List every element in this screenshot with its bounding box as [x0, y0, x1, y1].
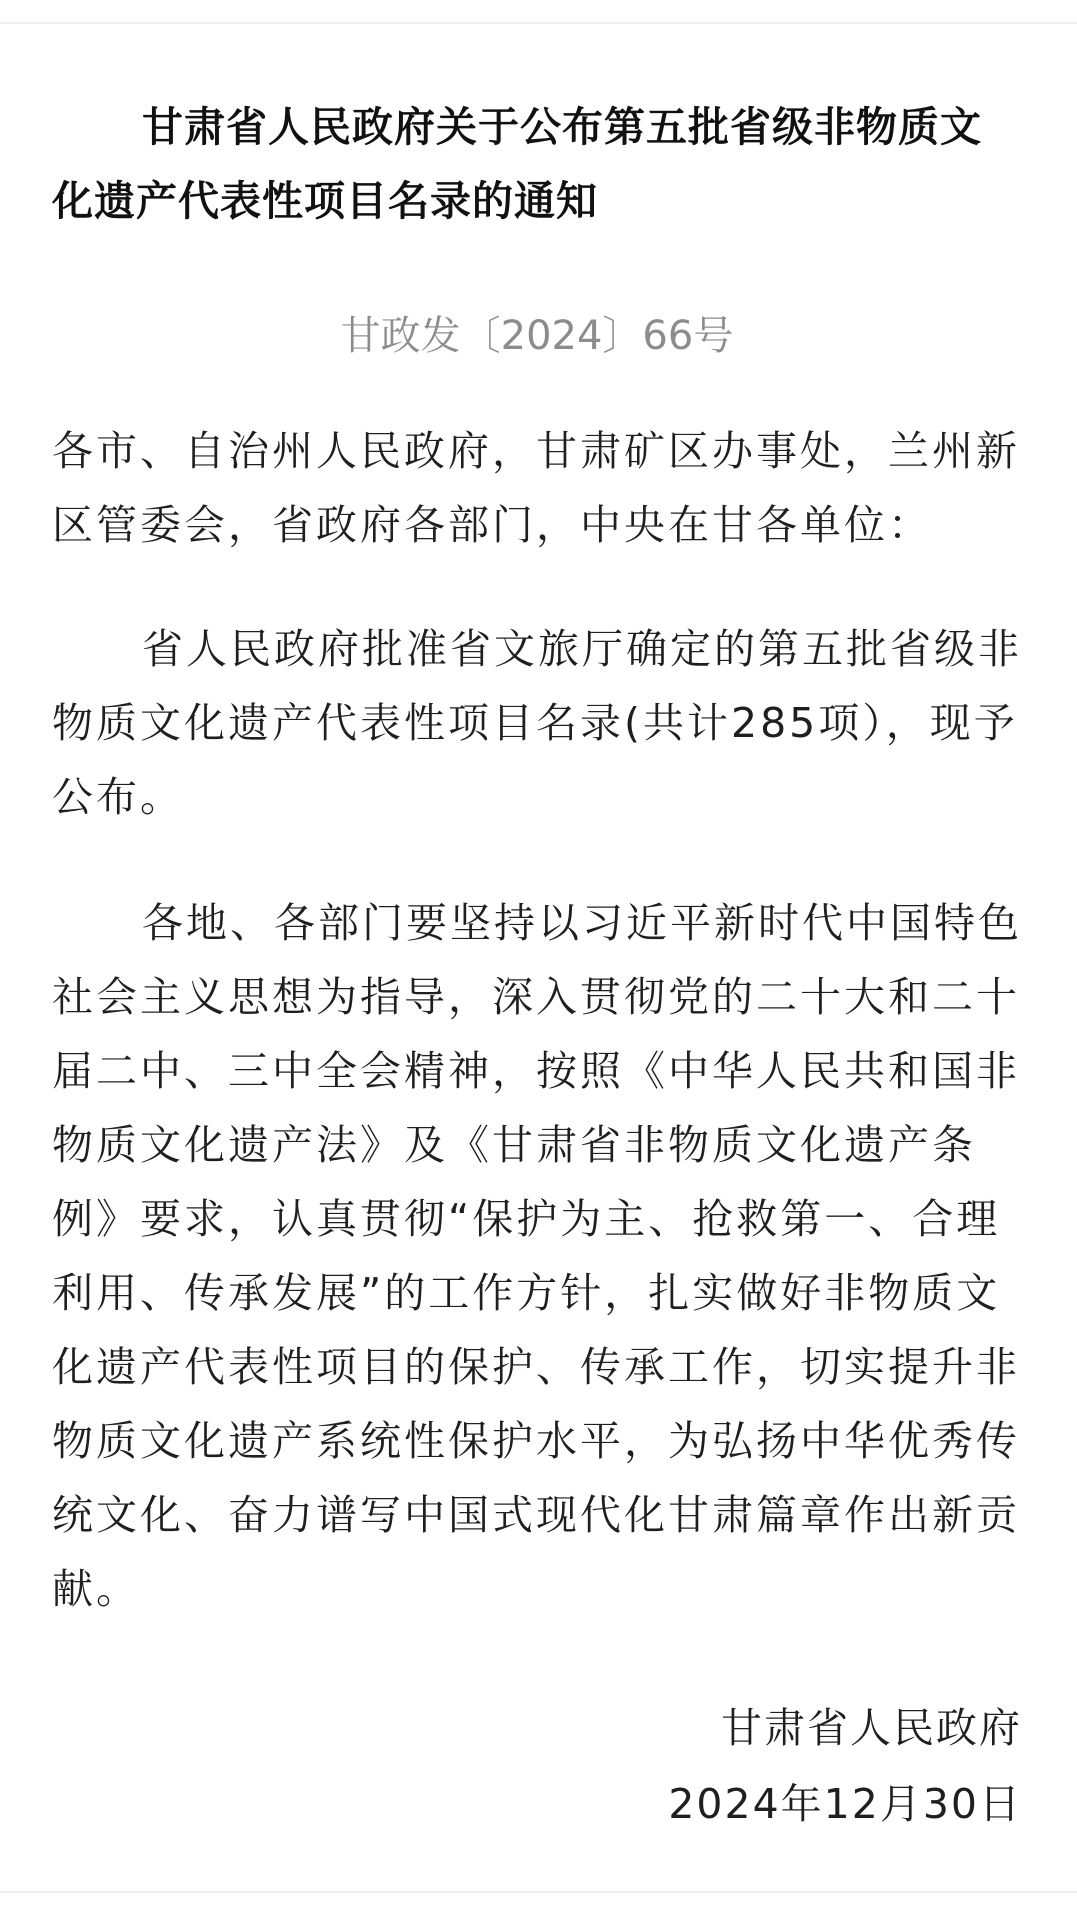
issuer-name: 甘肃省人民政府: [721, 1704, 1022, 1752]
salutation: 各市、自治州人民政府，甘肃矿区办事处，兰州新区管委会，省政府各部门，中央在甘各单位：: [52, 427, 1020, 549]
document-number: 甘政发〔2024〕66号: [340, 313, 734, 359]
body-paragraph-1: 省人民政府批准省文旅厅确定的第五批省级非物质文化遗产代表性项目名录(共计285项），现予公布。: [52, 625, 1022, 821]
issue-date: 2024年12月30日: [668, 1780, 1022, 1828]
document-title: 甘肃省人民政府关于公布第五批省级非物质文化遗产代表性项目名录的通知: [52, 103, 982, 225]
notice-document: [52, 90, 1022, 1842]
signature-block: [52, 1690, 1022, 1842]
bottom-divider: [0, 1891, 1077, 1893]
body-paragraph-2: 各地、各部门要坚持以习近平新时代中国特色社会主义思想为指导，深入贯彻党的二十大和二十届二中、三中全会精神，按照《中华人民共和国非物质文化遗产法》及《甘肃省非物质文化遗产条例》要求，认真贯彻“保护为主、抢救第一、合理利用、传承发展”的工作方针，扎实做好非物质文化遗产代表性项目的保护、传承工作，切实提升非物质文化遗产系统性保护水平，为弘扬中华优秀传统文化、奋力谱写中国式现代化甘肃篇章作出新贡献。: [52, 899, 1022, 1613]
top-divider: [0, 22, 1077, 24]
